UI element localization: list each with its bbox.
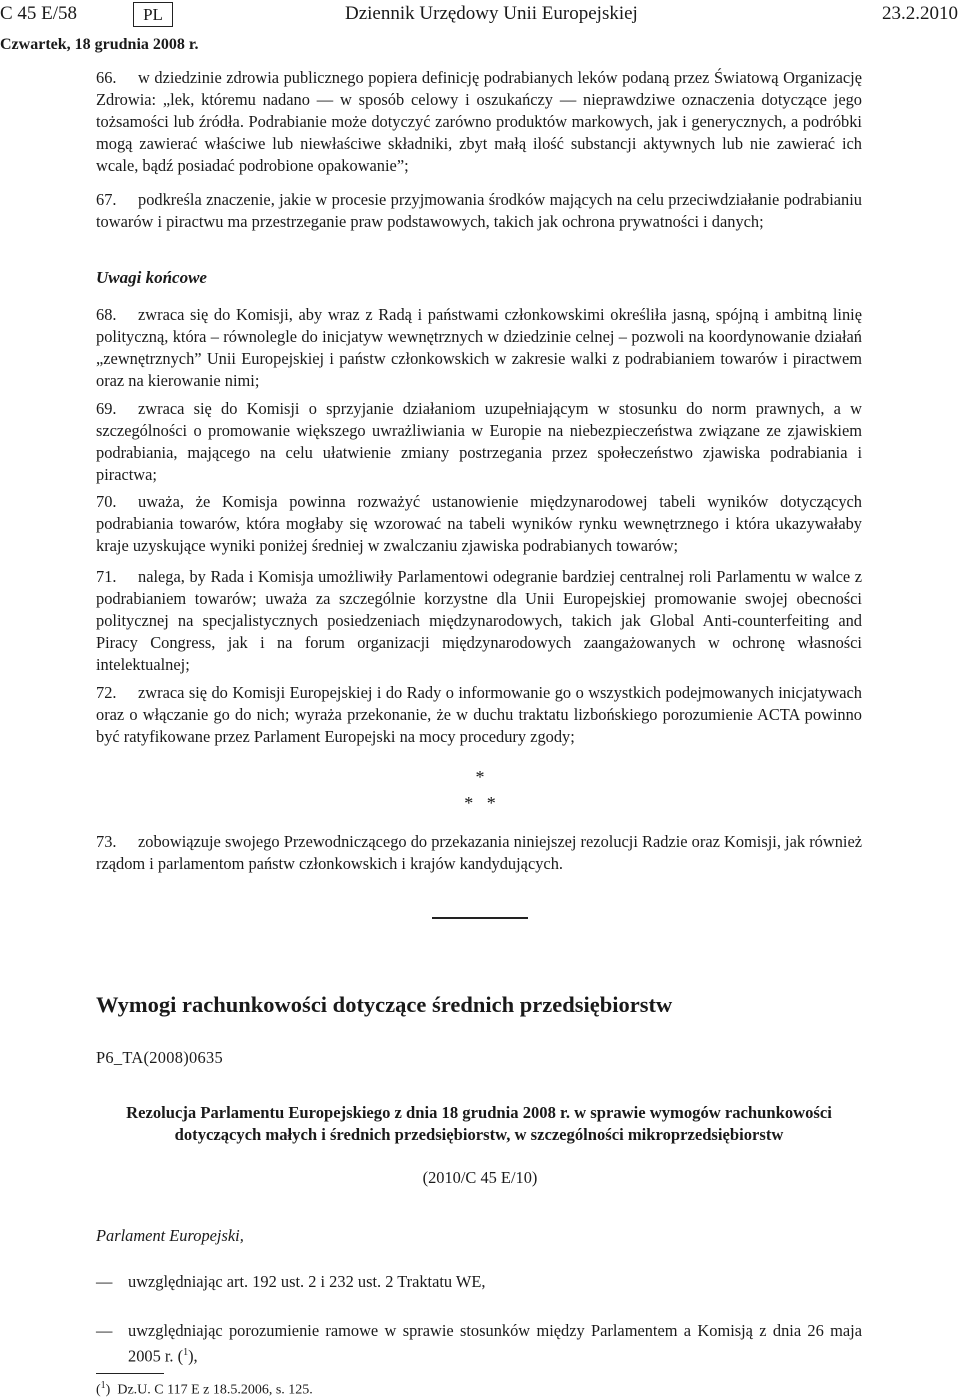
paragraph-text: w dziedzinie zdrowia publicznego popiera definicję podrabianych leków podaną przez Światową Organizację Zdrowia: „lek, któremu nadano — w sposób celowy i oszukańczy — nieprawdziwe oznaczenia dotyczące jego tożsamości lub źródła. Podrabianie może dotyczyć zarówno produktów markowych, jak i generycznych, a podróbki mogą zawierać właściwe lub niewłaściwe składniki, zbyt małą ilość substancji aktywnych lub nie zawierać ich wcale, bądź posiadać podrobione opakowanie”; [96,68,862,175]
header-journal-title: Dziennik Urzędowy Unii Europejskiej [345,3,638,24]
bullet-text: uwzględniając art. 192 ust. 2 i 232 ust. 2 Traktatu WE, [128,1272,486,1291]
header-pub-date: 23.2.2010 [882,3,958,24]
resolution-title-line: Rezolucja Parlamentu Europejskiego z dnia 18 grudnia 2008 r. w sprawie wymogów rachunkowości [126,1103,832,1122]
section-heading: Uwagi końcowe [96,268,207,287]
header-lang-badge: PL [133,2,173,27]
paragraph-number: 73. [96,832,117,851]
bullet-item [96,1271,862,1293]
paragraph-number: 66. [96,68,117,87]
bullet-text-main: uwzględniając porozumienie ramowe w sprawie stosunków między Parlamentem a Komisją z dnia 26 maja 2005 r. ( [128,1321,862,1366]
document-code: P6_TA(2008)0635 [96,1048,224,1067]
bullet-item [96,1320,862,1367]
bullet-text [128,1320,862,1367]
footnote-text: Dz.U. C 117 E z 18.5.2006, s. 125. [117,1382,313,1398]
paragraph-69 [96,398,862,486]
paragraph-68 [96,304,862,392]
document-reference: (2010/C 45 E/10) [422,1168,538,1187]
paragraph-text: zwraca się do Komisji, aby wraz z Radą i państwami członkowskimi określiła jasną, spójną i ambitną linię polityczną, która – równolegle do inicjatyw wewnętrznych w dziedzinie celnej – pozwoli na koordynowanie działań „zewnętrznych” Unii Europejskiej i państw członkowskich w zakresie walki z podrabianiem towarów i piractwem oraz na kierowanie nimi; [96,305,862,390]
paragraph-73 [96,831,862,875]
paragraph-71 [96,566,862,676]
resolution-title-line: dotyczących małych i średnich przedsiębiorstw, w szczególności mikroprzedsiębiorstw [174,1125,784,1144]
paragraph-text: nalega, by Rada i Komisja umożliwiły Parlamentowi odegranie bardziej centralnej roli Parlamentu w walce z podrabianiem towarów; uważa za szczególnie korzystne dla Unii Europejskiej promowanie swojej obecności politycznej na specjalistycznych posiedzeniach międzynarodowych, takich jak Global Anti-counterfeiting and Piracy Congress, jak i na forum organizacji międzynarodowych zaangażowanych w ochronę własności intelektualnej; [96,567,862,674]
dash-marker: — [96,1321,113,1340]
resolution-title [96,1102,862,1146]
footnote-rule [96,1373,164,1374]
footnote-mark: 1 [100,1380,106,1391]
paragraph-number: 67. [96,190,117,209]
paragraph-number: 69. [96,399,117,418]
paragraph-text: zwraca się do Komisji Europejskiej i do Rady o informowanie go o wszystkich podejmowanych inicjatywach oraz o włączanie go do nich; wyraża przekonanie, że w duchu traktatu lizbońskiego porozumienie ACTA powinno być ratyfikowane przez Parlament Europejski na mocy procedury zgody; [96,683,862,746]
paragraph-text: zobowiązuje swojego Przewodniczącego do przekazania niniejszej rezolucji Radzie oraz Komisji, jak również rządom i parlamentom państw członkowskich i krajów kandydujących. [96,832,862,873]
session-date: Czwartek, 18 grudnia 2008 r. [0,36,199,53]
paragraph-number: 71. [96,567,117,586]
header-issue: C 45 E/58 [0,3,78,24]
footnote: ($^1$) Dz.U. C 117 E z 18.5.2006, s. 125. [96,1380,313,1398]
paragraph-number: 70. [96,492,117,511]
section-title: Wymogi rachunkowości dotyczące średnich przedsiębiorstw [96,992,673,1017]
paragraph-67 [96,189,862,233]
paragraph-number: 68. [96,305,117,324]
asterism-bottom: * * [464,793,496,813]
paragraph-70 [96,491,862,557]
parliament-label: Parlament Europejski, [96,1226,244,1245]
asterism-top: * [475,767,485,787]
footnote-reference[interactable]: 1 [183,1347,189,1358]
paragraph-text: uważa, że Komisja powinna rozważyć ustanowienie międzynarodowej tabeli wyników dotyczących podrabiania towarów, która mogłaby się wzorować na tabeli wyników rynku wewnętrznego i która ukazywałaby kraje uzyskujące wyniki poniżej średniej w zwalczaniu zjawiska podrabianych towarów; [96,492,862,555]
separator-rule [432,917,528,919]
bullet-text-end: ), [188,1346,198,1366]
paragraph-text: podkreśla znaczenie, jakie w procesie przyjmowania środków mających na celu przeciwdziałanie podrabianiu towarów i piractwu ma przestrzeganie praw podstawowych, takich jak ochrona prywatności i danych; [96,190,862,231]
paragraph-66 [96,67,862,177]
dash-marker: — [96,1272,113,1291]
paragraph-number: 72. [96,683,117,702]
paragraph-text: zwraca się do Komisji o sprzyjanie działaniom uzupełniającym w stosunku do norm prawnych, a w szczególności o promowanie większego uwrażliwiania w Europie na niebezpieczeństwa związane ze zjawiskiem podrabiania, mającego na celu ułatwienie zmiany postrzegania przez społeczeństwo zjawiska podrabiania i piractwa; [96,399,862,484]
paragraph-72 [96,682,862,748]
